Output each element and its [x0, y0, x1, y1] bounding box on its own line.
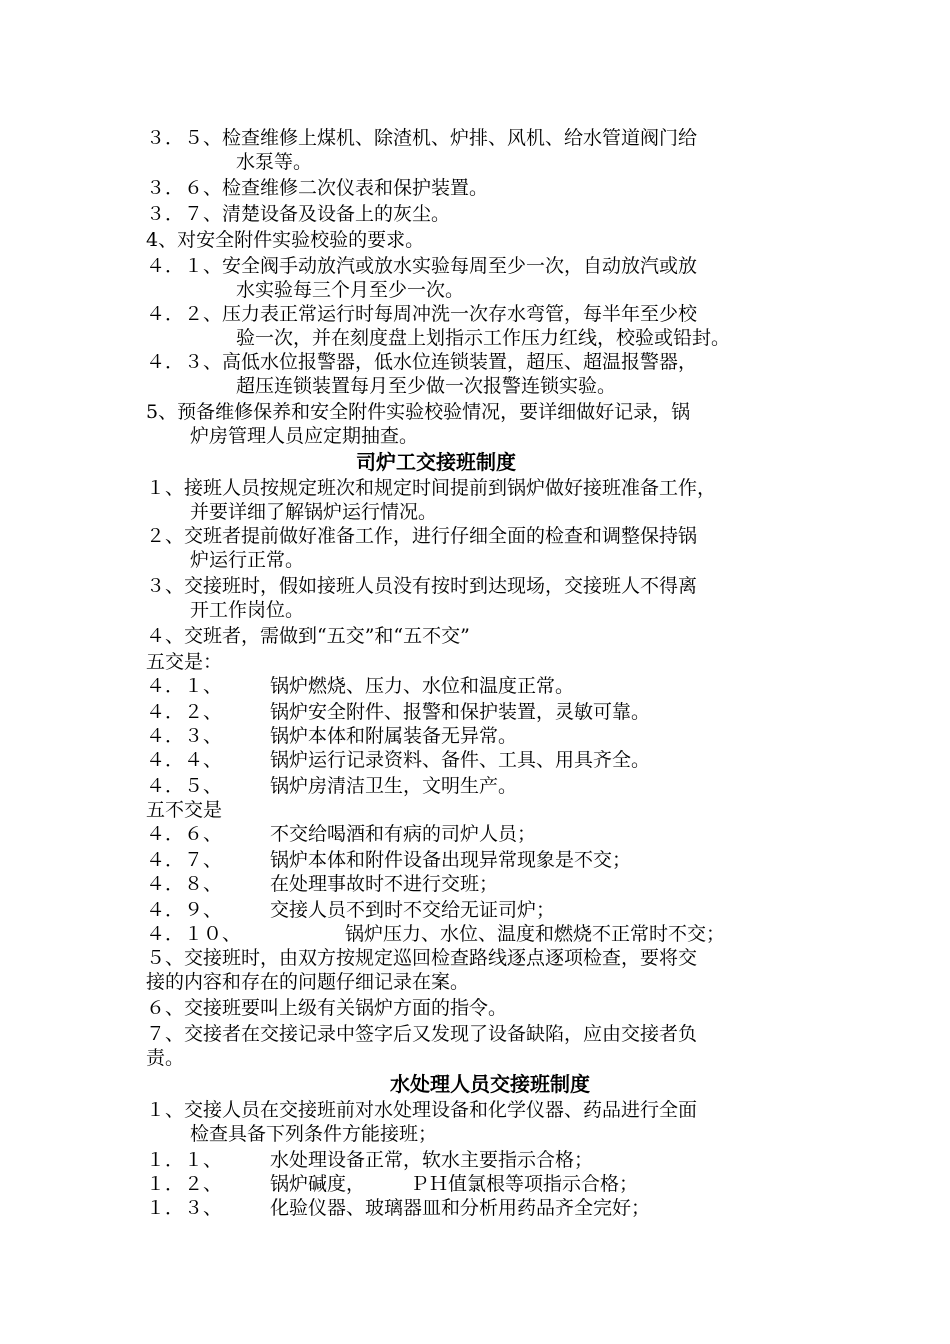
list-num-4-8: ４．８、	[146, 873, 223, 895]
shift-item-1-line1: １、接班人员按规定班次和规定时间提前到锅炉做好接班准备工作，	[146, 477, 717, 499]
list-num-4-5: ４．５、	[146, 775, 223, 797]
item-5-line1: 5、预备维修保养和安全附件实验校验情况，要详细做好记录，锅	[146, 401, 691, 423]
shift-item-7-line2: 责。	[146, 1047, 185, 1069]
shift-item-2-line1: ２、交班者提前做好准备工作，进行仔细全面的检查和调整保持锅	[146, 525, 698, 547]
list-num-4-10: ４．１０、	[146, 923, 242, 945]
item-3-5-line2: 水泵等。	[236, 151, 313, 173]
list-text-4-8: 在处理事故时不进行交班；	[270, 873, 499, 895]
item-4-2-line2: 验一次，并在刻度盘上划指示工作压力红线，校验或铅封。	[236, 327, 731, 349]
section-title-boiler-shift: 司炉工交接班制度	[356, 450, 516, 474]
shift-item-4: ４、交班者，需做到“五交”和“五不交”	[146, 625, 470, 647]
shift-item-3-line1: ３、交接班时，假如接班人员没有按时到达现场，交接班人不得离	[146, 575, 698, 597]
item-4-1-line1: ４．１、安全阀手动放汽或放水实验每周至少一次，自动放汽或放	[146, 255, 698, 277]
shift-item-6: ６、交接班要叫上级有关锅炉方面的指令。	[146, 997, 508, 1019]
shift-item-5-line1: ５、交接班时，由双方按规定巡回检查路线逐点逐项检查，要将交	[146, 947, 698, 969]
water-item-1-line2: 检查具备下列条件方能接班；	[190, 1123, 438, 1145]
list-num-4-6: ４．６、	[146, 823, 223, 845]
list-text-4-9: 交接人员不到时不交给无证司炉；	[270, 899, 556, 921]
item-4-3-line2: 超压连锁装置每月至少做一次报警连锁实验。	[236, 375, 617, 397]
shift-item-7-line1: ７、交接者在交接记录中签字后又发现了设备缺陷，应由交接者负	[146, 1023, 698, 1045]
list-num-1-2: １．２、	[146, 1173, 223, 1195]
list-num-4-1: ４．１、	[146, 675, 223, 697]
list-text-4-1: 锅炉燃烧、压力、水位和温度正常。	[270, 675, 575, 697]
item-3-7: ３．７、清楚设备及设备上的灰尘。	[146, 203, 451, 225]
list-num-4-3: ４．３、	[146, 725, 223, 747]
list-text-1-2-cont: ＰＨ值氯根等项指示合格；	[410, 1173, 639, 1195]
list-text-4-5: 锅炉房清洁卫生，文明生产。	[270, 775, 518, 797]
item-4-2-line1: ４．２、压力表正常运行时每周冲洗一次存水弯管，每半年至少校	[146, 303, 698, 325]
item-4-3-line1: ４．３、高低水位报警器，低水位连锁装置，超压、超温报警器，	[146, 351, 698, 373]
list-text-4-4: 锅炉运行记录资料、备件、工具、用具齐全。	[270, 749, 651, 771]
list-text-1-1: 水处理设备正常，软水主要指示合格；	[270, 1149, 594, 1171]
item-3-5-line1: ３．５、检查维修上煤机、除渣机、炉排、风机、给水管道阀门给	[146, 127, 698, 149]
list-text-4-2: 锅炉安全附件、报警和保护装置，灵敏可靠。	[270, 701, 651, 723]
five-not-handover-label: 五不交是	[146, 799, 223, 821]
list-num-4-4: ４．４、	[146, 749, 223, 771]
list-text-4-6: 不交给喝酒和有病的司炉人员；	[270, 823, 537, 845]
shift-item-2-line2: 炉运行正常。	[190, 549, 305, 571]
list-num-4-9: ４．９、	[146, 899, 223, 921]
shift-item-3-line2: 开工作岗位。	[190, 599, 305, 621]
shift-item-5-line2: 接的内容和存在的问题仔细记录在案。	[146, 971, 470, 993]
item-3-6: ３．６、检查维修二次仪表和保护装置。	[146, 177, 489, 199]
list-text-4-10: 锅炉压力、水位、温度和燃烧不正常时不交；	[345, 923, 726, 945]
list-text-4-3: 锅炉本体和附属装备无异常。	[270, 725, 518, 747]
list-text-4-7: 锅炉本体和附件设备出现异常现象是不交；	[270, 849, 632, 871]
list-num-1-1: １．１、	[146, 1149, 223, 1171]
item-4: 4、对安全附件实验校验的要求。	[146, 229, 425, 251]
shift-item-1-line2: 并要详细了解锅炉运行情况。	[190, 501, 438, 523]
item-4-1-line2: 水实验每三个月至少一次。	[236, 279, 465, 301]
list-num-1-3: １．３、	[146, 1197, 223, 1219]
five-handover-label: 五交是：	[146, 651, 223, 673]
list-text-1-3: 化验仪器、玻璃器皿和分析用药品齐全完好；	[270, 1197, 651, 1219]
list-num-4-7: ４．７、	[146, 849, 223, 871]
list-num-4-2: ４．２、	[146, 701, 223, 723]
item-5-line2: 炉房管理人员应定期抽查。	[190, 425, 419, 447]
water-item-1-line1: １、交接人员在交接班前对水处理设备和化学仪器、药品进行全面	[146, 1099, 698, 1121]
list-text-1-2: 锅炉碱度，	[270, 1173, 366, 1195]
section-title-water-shift: 水处理人员交接班制度	[390, 1072, 590, 1096]
